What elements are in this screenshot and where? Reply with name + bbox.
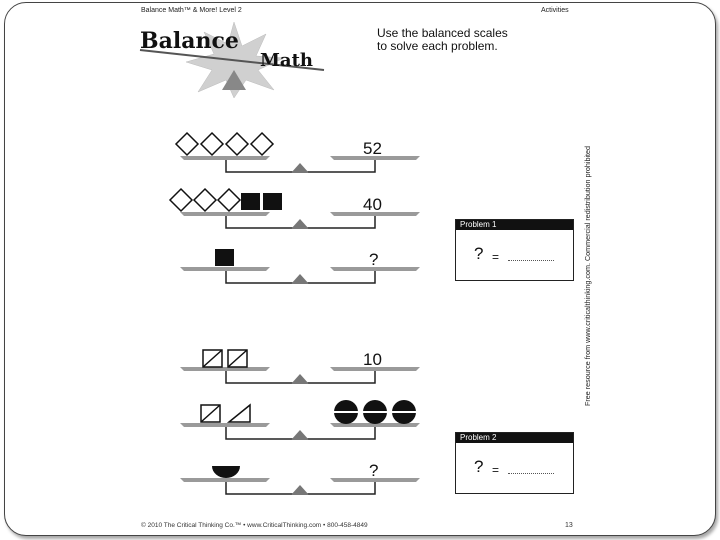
problem-2-equals: =: [492, 463, 500, 477]
striped-circle-icon: [363, 400, 387, 424]
diamond-icon: [226, 133, 248, 155]
logo-word-balance: Balance: [140, 28, 239, 54]
scale-1: [180, 156, 420, 173]
problem-2-answer-box: [455, 432, 574, 494]
book-title: Balance Math™ & More! Level 2: [141, 7, 242, 14]
scale-3-right-value: ?: [369, 250, 379, 269]
diamond-icon: [170, 189, 192, 211]
split-square-icon: [203, 350, 222, 367]
footer-copyright: © 2010 The Critical Thinking Co.™ • www.CriticalThinking.com • 800-458-4849: [141, 522, 368, 529]
diamond-group-1: [176, 133, 273, 155]
problem-1-title: Problem 1: [456, 220, 573, 230]
black-square-icon: [215, 249, 234, 266]
half-circle-icon: [212, 466, 240, 478]
page-number: 13: [565, 522, 573, 529]
triangle-icon: [229, 405, 250, 422]
problem-1-answer-line[interactable]: [508, 260, 554, 261]
section-label: Activities: [541, 7, 569, 14]
problem-2-question-mark: ?: [474, 457, 484, 476]
side-note: Free resource from www.criticalthinking.com. Commercial redistribution prohibited: [583, 145, 592, 406]
problem-2-answer-line[interactable]: [508, 473, 554, 474]
diamond-icon: [176, 133, 198, 155]
scale-3: [180, 267, 420, 284]
problem-1-question-mark: ?: [474, 244, 484, 263]
diamond-icon: [251, 133, 273, 155]
black-square-icon: [263, 193, 282, 210]
striped-circle-icon: [334, 400, 358, 424]
scale-1-right-value: 52: [363, 139, 382, 158]
scale-6-right-value: ?: [369, 461, 379, 480]
scale-4-right-value: 10: [363, 350, 382, 369]
scale-5: [180, 423, 420, 440]
scale-2-right-value: 40: [363, 195, 382, 214]
scale-4: [180, 367, 420, 384]
diamond-group-2: [170, 189, 240, 211]
problem-2-title: Problem 2: [456, 433, 573, 443]
diamond-icon: [201, 133, 223, 155]
scale-2: [180, 212, 420, 229]
split-square-icon: [228, 350, 247, 367]
diamond-icon: [218, 189, 240, 211]
problem-1-answer-box: [455, 219, 574, 281]
problem-1-equals: =: [492, 250, 500, 264]
logo-word-math: Math: [260, 50, 313, 71]
instruction-line-1: Use the balanced scales: [377, 26, 508, 40]
instruction-line-2: to solve each problem.: [377, 39, 498, 53]
split-square-icon: [201, 405, 220, 422]
diamond-icon: [194, 189, 216, 211]
scale-6: [180, 478, 420, 495]
striped-circle-icon: [392, 400, 416, 424]
black-square-icon: [241, 193, 260, 210]
